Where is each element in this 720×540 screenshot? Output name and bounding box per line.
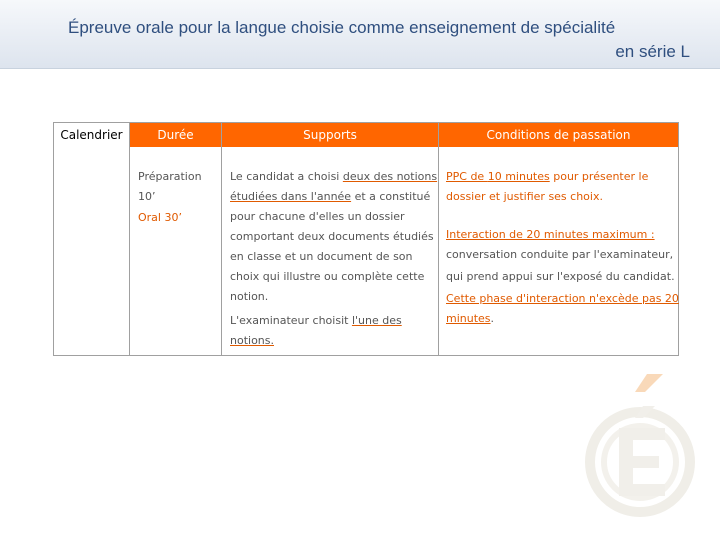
- conditions-interaction-title: Interaction de 20 minutes maximum :: [446, 228, 655, 241]
- header-conditions: Conditions de passation: [439, 123, 678, 147]
- conditions-ppc-line2: dossier et justifier ses choix.: [446, 190, 603, 203]
- conditions-cell: [446, 167, 679, 329]
- duree-preparation-time: 10’: [138, 190, 156, 203]
- conditions-ppc-label: PPC de: [446, 170, 488, 183]
- header-calendrier: Calendrier: [54, 123, 129, 147]
- supports-line: choix qui illustre ou complète cette: [230, 270, 425, 283]
- supports-cell: [230, 167, 438, 351]
- supports-lune-underlined: l'une des: [351, 314, 402, 327]
- duree-preparation: Préparation: [138, 170, 202, 183]
- title-line-2: en série L: [615, 42, 690, 61]
- column-divider: [438, 123, 439, 355]
- supports-notions-underlined: deux des notions: [342, 170, 438, 183]
- supports-line: pour chacune d'elles un dossier: [230, 210, 405, 223]
- conditions-interaction-line: qui prend appui sur l'exposé du candidat.: [446, 270, 675, 283]
- column-divider: [221, 123, 222, 355]
- supports-line: comportant deux documents étudiés: [230, 230, 434, 243]
- supports-text: et a constitué: [351, 190, 431, 203]
- conditions-interaction-line: conversation conduite par l'examinateur,: [446, 248, 674, 261]
- supports-text: L'examinateur choisit: [230, 314, 352, 327]
- supports-notions-end-underlined: notions.: [230, 334, 274, 347]
- slide-header: [0, 0, 720, 69]
- conditions-phase-minutes: minutes: [446, 312, 491, 325]
- header-supports: Supports: [222, 123, 438, 147]
- supports-text: Le candidat a choisi: [230, 170, 343, 183]
- column-divider: [129, 123, 130, 355]
- conditions-phase-line: Cette phase d'interaction n'excède pas 20: [446, 292, 679, 305]
- exam-table: [53, 122, 679, 356]
- duree-oral: Oral 30’: [138, 211, 182, 224]
- supports-line: en classe et un document de son: [230, 250, 413, 263]
- duree-cell: [138, 167, 218, 228]
- title-line-1: Épreuve orale pour la langue choisie comme enseignement de spécialité: [68, 18, 616, 37]
- supports-etudiees-underlined: étudiées dans l'année: [230, 190, 352, 203]
- supports-line: notion.: [230, 290, 269, 303]
- header-duree: Durée: [130, 123, 221, 147]
- conditions-ppc-duration: 10 minutes: [487, 170, 550, 183]
- conditions-ppc-text: pour présenter le: [549, 170, 649, 183]
- e-accent-watermark-icon: [585, 372, 695, 532]
- conditions-phase-period: .: [490, 312, 495, 325]
- slide-title: [68, 16, 690, 64]
